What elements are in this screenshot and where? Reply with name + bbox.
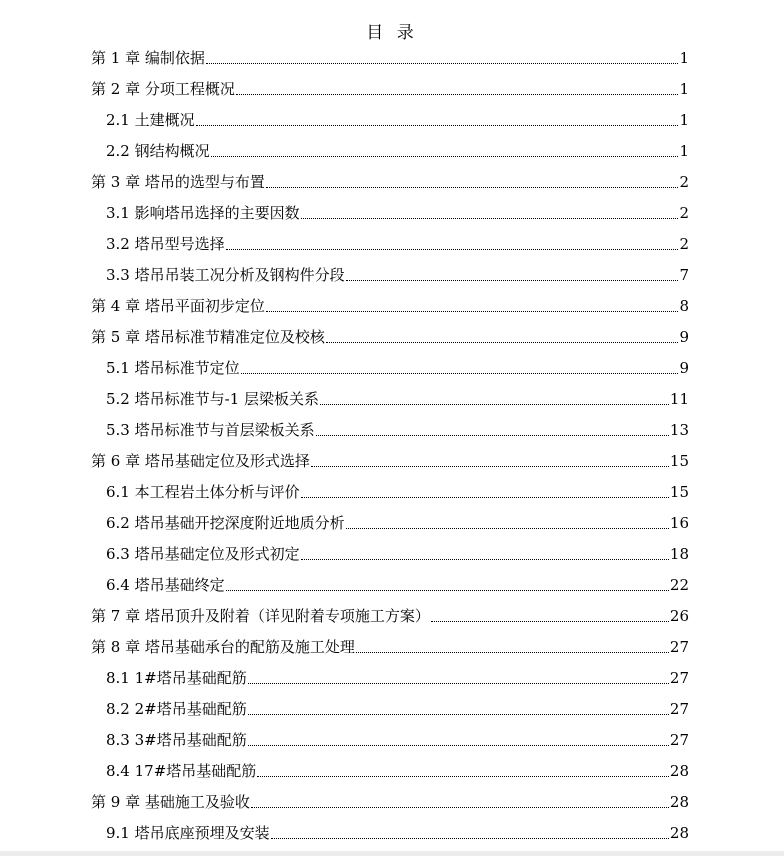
toc-chapter-entry[interactable] bbox=[91, 319, 689, 350]
toc-entry-label: 8.1 1#塔吊基础配筋 bbox=[106, 669, 247, 687]
dot-leader bbox=[431, 621, 669, 622]
dot-leader bbox=[346, 528, 669, 529]
dot-leader bbox=[271, 838, 669, 839]
toc-entry-label: 8.2 2#塔吊基础配筋 bbox=[106, 700, 247, 718]
toc-section-entry[interactable] bbox=[91, 350, 689, 381]
toc-entry-page: 28 bbox=[669, 762, 689, 780]
toc-entry-label: 3.1 影响塔吊选择的主要因数 bbox=[106, 204, 300, 222]
toc-section-entry[interactable] bbox=[91, 660, 689, 691]
toc-entry-label: 第 4 章 塔吊平面初步定位 bbox=[91, 297, 265, 315]
toc-chapter-entry[interactable] bbox=[91, 288, 689, 319]
toc-entry-page: 1 bbox=[679, 111, 689, 129]
dot-leader bbox=[248, 714, 669, 715]
toc-entry-label: 3.3 塔吊吊装工况分析及钢构件分段 bbox=[106, 266, 345, 284]
dot-leader bbox=[248, 683, 669, 684]
toc-entry-page: 15 bbox=[669, 452, 689, 470]
toc-entry-label: 第 6 章 塔吊基础定位及形式选择 bbox=[91, 452, 310, 470]
toc-chapter-entry[interactable] bbox=[91, 784, 689, 815]
dot-leader bbox=[241, 373, 679, 374]
toc-section-entry[interactable] bbox=[91, 722, 689, 753]
toc-entry-page: 26 bbox=[669, 607, 689, 625]
toc-entry-label: 2.1 土建概况 bbox=[106, 111, 195, 129]
toc-entry-label: 9.1 塔吊底座预埋及安装 bbox=[106, 824, 270, 842]
toc-section-entry[interactable] bbox=[91, 474, 689, 505]
toc-entry-label: 第 1 章 编制依据 bbox=[91, 49, 205, 67]
toc-chapter-entry[interactable] bbox=[91, 40, 689, 71]
toc-entry-page: 11 bbox=[669, 390, 689, 408]
toc-entry-page: 27 bbox=[669, 638, 689, 656]
toc-section-entry[interactable] bbox=[91, 102, 689, 133]
toc-entry-page: 27 bbox=[669, 700, 689, 718]
toc-entry-page: 2 bbox=[679, 204, 689, 222]
dot-leader bbox=[206, 63, 679, 64]
dot-leader bbox=[301, 218, 679, 219]
dot-leader bbox=[226, 249, 679, 250]
toc-entry-label: 8.4 17#塔吊基础配筋 bbox=[106, 762, 257, 780]
toc-entry-label: 5.1 塔吊标准节定位 bbox=[106, 359, 240, 377]
toc-entry-page: 16 bbox=[669, 514, 689, 532]
toc-section-entry[interactable] bbox=[91, 195, 689, 226]
dot-leader bbox=[211, 156, 679, 157]
toc-entry-page: 2 bbox=[679, 235, 689, 253]
dot-leader bbox=[251, 807, 669, 808]
toc-entry-page: 9 bbox=[679, 359, 689, 377]
dot-leader bbox=[320, 404, 669, 405]
dot-leader bbox=[266, 187, 679, 188]
toc-entry-label: 第 5 章 塔吊标准节精准定位及校核 bbox=[91, 328, 325, 346]
dot-leader bbox=[301, 559, 669, 560]
dot-leader bbox=[248, 745, 669, 746]
toc-chapter-entry[interactable] bbox=[91, 71, 689, 102]
toc-entry-label: 第 2 章 分项工程概况 bbox=[91, 80, 235, 98]
page-bottom-edge bbox=[0, 851, 784, 856]
toc-section-entry[interactable] bbox=[91, 815, 689, 846]
toc-entry-label: 5.2 塔吊标准节与-1 层梁板关系 bbox=[106, 390, 320, 408]
toc-section-entry[interactable] bbox=[91, 257, 689, 288]
dot-leader bbox=[236, 94, 679, 95]
dot-leader bbox=[257, 776, 669, 777]
toc-entry-page: 15 bbox=[669, 483, 689, 501]
toc-entry-label: 6.3 塔吊基础定位及形式初定 bbox=[106, 545, 300, 563]
toc-section-entry[interactable] bbox=[91, 226, 689, 257]
toc-entry-label: 6.1 本工程岩土体分析与评价 bbox=[106, 483, 300, 501]
toc-section-entry[interactable] bbox=[91, 381, 689, 412]
toc-chapter-entry[interactable] bbox=[91, 443, 689, 474]
toc-entry-label: 第 7 章 塔吊顶升及附着（详见附着专项施工方案） bbox=[91, 607, 430, 625]
toc-entry-label: 8.3 3#塔吊基础配筋 bbox=[106, 731, 247, 749]
toc-entry-page: 1 bbox=[679, 142, 689, 160]
toc-entry-page: 18 bbox=[669, 545, 689, 563]
toc-title: 目 录 bbox=[366, 23, 418, 43]
toc-entry-label: 2.2 钢结构概况 bbox=[106, 142, 210, 160]
dot-leader bbox=[196, 125, 679, 126]
dot-leader bbox=[346, 280, 679, 281]
toc-entry-label: 第 8 章 塔吊基础承台的配筋及施工处理 bbox=[91, 638, 355, 656]
toc-entry-page: 22 bbox=[669, 576, 689, 594]
toc-entry-page: 13 bbox=[669, 421, 689, 439]
toc-entry-label: 6.2 塔吊基础开挖深度附近地质分析 bbox=[106, 514, 345, 532]
toc-entry-label: 6.4 塔吊基础终定 bbox=[106, 576, 225, 594]
dot-leader bbox=[356, 652, 669, 653]
dot-leader bbox=[326, 342, 679, 343]
toc-entry-page: 27 bbox=[669, 731, 689, 749]
toc-section-entry[interactable] bbox=[91, 536, 689, 567]
toc-entry-label: 3.2 塔吊型号选择 bbox=[106, 235, 225, 253]
dot-leader bbox=[266, 311, 679, 312]
toc-section-entry[interactable] bbox=[91, 133, 689, 164]
dot-leader bbox=[316, 435, 669, 436]
toc-section-entry[interactable] bbox=[91, 567, 689, 598]
toc-entry-page: 28 bbox=[669, 824, 689, 842]
toc-section-entry[interactable] bbox=[91, 505, 689, 536]
toc-chapter-entry[interactable] bbox=[91, 164, 689, 195]
toc-entry-page: 27 bbox=[669, 669, 689, 687]
toc-chapter-entry[interactable] bbox=[91, 629, 689, 660]
toc-chapter-entry[interactable] bbox=[91, 598, 689, 629]
toc-entry-label: 第 9 章 基础施工及验收 bbox=[91, 793, 250, 811]
toc-section-entry[interactable] bbox=[91, 753, 689, 784]
toc-entry-page: 1 bbox=[679, 80, 689, 98]
toc-entry-page: 28 bbox=[669, 793, 689, 811]
dot-leader bbox=[311, 466, 669, 467]
toc-entry-page: 1 bbox=[679, 49, 689, 67]
toc-entry-page: 2 bbox=[679, 173, 689, 191]
toc-entry-label: 第 3 章 塔吊的选型与布置 bbox=[91, 173, 265, 191]
dot-leader bbox=[226, 590, 669, 591]
toc-section-entry[interactable] bbox=[91, 691, 689, 722]
toc-entry-page: 9 bbox=[679, 328, 689, 346]
toc-entry-page: 7 bbox=[679, 266, 689, 284]
toc-entry-page: 8 bbox=[679, 297, 689, 315]
dot-leader bbox=[301, 497, 669, 498]
toc-section-entry[interactable] bbox=[91, 412, 689, 443]
toc-entry-label: 5.3 塔吊标准节与首层梁板关系 bbox=[106, 421, 315, 439]
toc-list bbox=[91, 40, 689, 846]
